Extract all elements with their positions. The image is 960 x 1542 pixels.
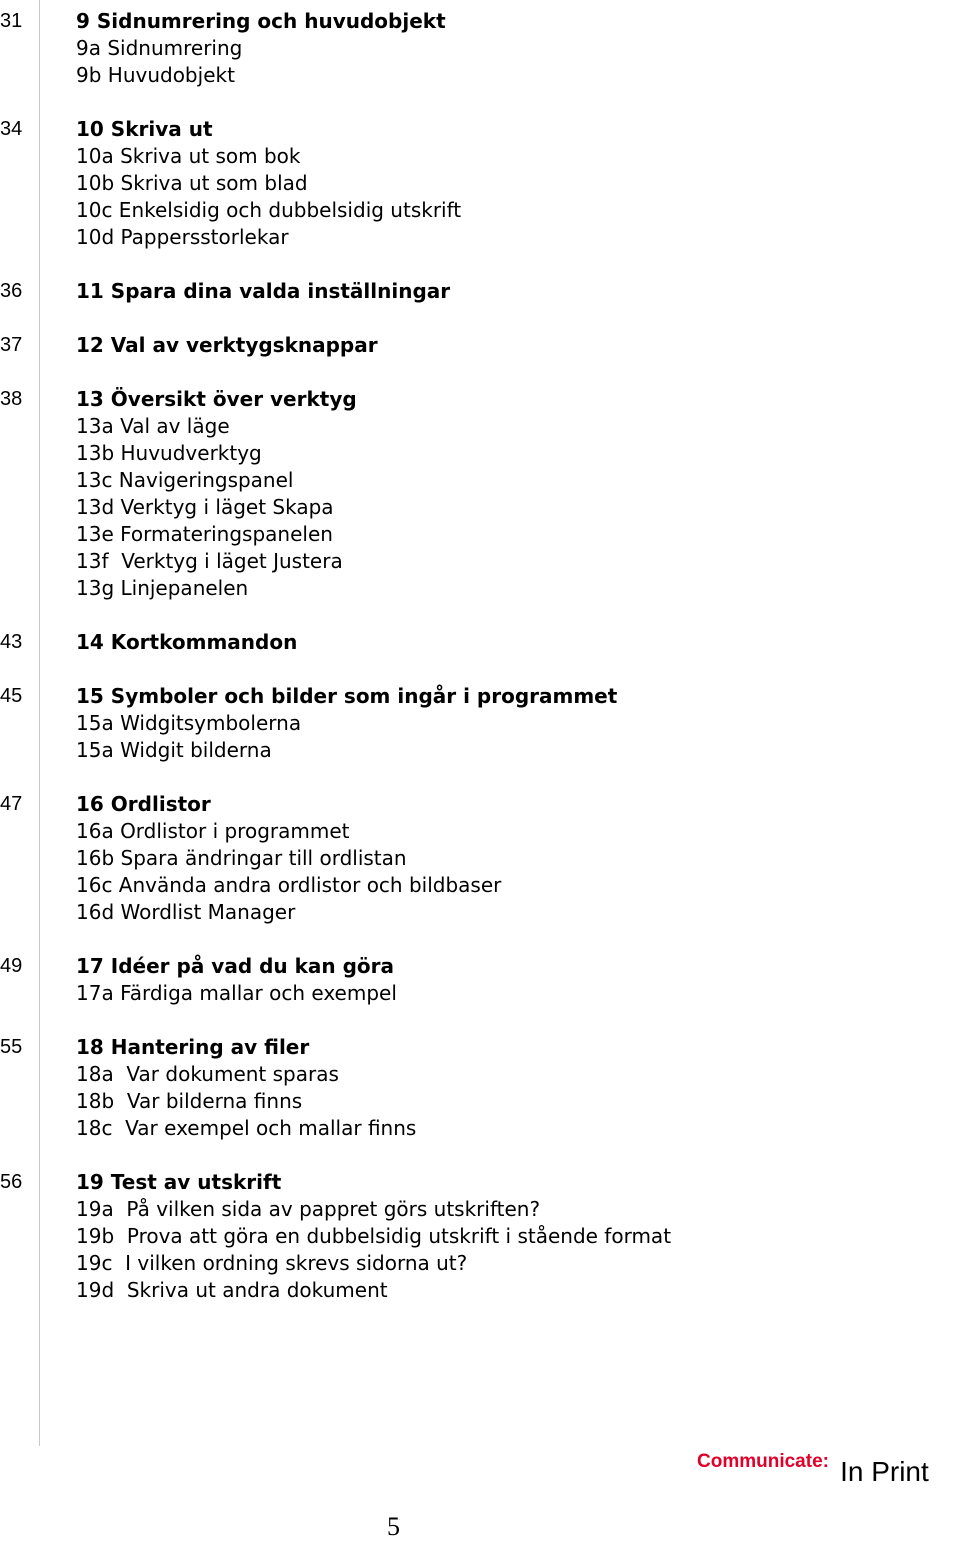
table-of-contents — [0, 8, 960, 1331]
toc-subentry: 18a Var dokument sparas — [76, 1062, 339, 1086]
toc-entries — [76, 683, 960, 764]
toc-subentry: 13e Formateringspanelen — [76, 522, 333, 546]
toc-section — [0, 116, 960, 251]
toc-subentry: 16a Ordlistor i programmet — [76, 819, 350, 843]
toc-section — [0, 332, 960, 359]
toc-page-number: 37 — [0, 334, 23, 356]
toc-subentry: 9a Sidnumrering — [76, 36, 243, 60]
toc-subentry: 13g Linjepanelen — [76, 576, 249, 600]
toc-subentry: 15a Widgitsymbolerna — [76, 711, 302, 735]
toc-chapter-heading: 12 Val av verktygsknappar — [76, 333, 378, 357]
toc-chapter-heading: 11 Spara dina valda inställningar — [76, 279, 451, 303]
toc-entries — [76, 791, 960, 926]
toc-entries — [76, 386, 960, 602]
toc-subentry: 18b Var bilderna finns — [76, 1089, 303, 1113]
toc-subentry: 10d Pappersstorlekar — [76, 225, 289, 249]
toc-section — [0, 278, 960, 305]
toc-subentry: 19d Skriva ut andra dokument — [76, 1278, 388, 1302]
toc-subentry: 10a Skriva ut som bok — [76, 144, 301, 168]
toc-section — [0, 1169, 960, 1304]
toc-subentry: 9b Huvudobjekt — [76, 63, 235, 87]
toc-page-number: 56 — [0, 1171, 23, 1193]
toc-section — [0, 386, 960, 602]
toc-entries — [76, 953, 960, 1007]
toc-subentry: 10b Skriva ut som blad — [76, 171, 308, 195]
toc-chapter-heading: 9 Sidnumrering och huvudobjekt — [76, 9, 446, 33]
toc-section — [0, 953, 960, 1007]
toc-section — [0, 683, 960, 764]
toc-entries — [76, 278, 960, 305]
toc-chapter-heading: 15 Symboler och bilder som ingår i programmet — [76, 684, 618, 708]
toc-subentry: 19b Prova att göra en dubbelsidig utskrift i stående format — [76, 1224, 672, 1248]
toc-chapter-heading: 14 Kortkommandon — [76, 630, 298, 654]
toc-subentry: 13d Verktyg i läget Skapa — [76, 495, 334, 519]
toc-subentry: 13f Verktyg i läget Justera — [76, 549, 343, 573]
toc-page-number: 34 — [0, 118, 23, 140]
toc-page-number: 31 — [0, 10, 23, 32]
toc-chapter-heading: 13 Översikt över verktyg — [76, 387, 357, 411]
brand-subtitle: In Print — [840, 1456, 929, 1487]
toc-subentry: 16d Wordlist Manager — [76, 900, 296, 924]
toc-subentry: 13c Navigeringspanel — [76, 468, 294, 492]
toc-page-number: 43 — [0, 631, 23, 653]
toc-subentry: 18c Var exempel och mallar finns — [76, 1116, 417, 1140]
brand-logo — [697, 1448, 929, 1487]
toc-subentry: 15a Widgit bilderna — [76, 738, 272, 762]
toc-subentry: 17a Färdiga mallar och exempel — [76, 981, 397, 1005]
toc-section — [0, 1034, 960, 1142]
toc-chapter-heading: 19 Test av utskrift — [76, 1170, 282, 1194]
toc-chapter-heading: 17 Idéer på vad du kan göra — [76, 954, 395, 978]
page-number: 5 — [387, 1512, 400, 1541]
toc-subentry: 16c Använda andra ordlistor och bildbaser — [76, 873, 502, 897]
toc-subentry: 13b Huvudverktyg — [76, 441, 262, 465]
toc-section — [0, 629, 960, 656]
toc-subentry: 19a På vilken sida av pappret görs utskriften? — [76, 1197, 541, 1221]
toc-page-number: 49 — [0, 955, 23, 977]
toc-page-number: 38 — [0, 388, 23, 410]
toc-entries — [76, 629, 960, 656]
toc-page-number: 36 — [0, 280, 23, 302]
toc-entries — [76, 116, 960, 251]
toc-page-number: 55 — [0, 1036, 23, 1058]
toc-chapter-heading: 10 Skriva ut — [76, 117, 213, 141]
toc-chapter-heading: 18 Hantering av filer — [76, 1035, 310, 1059]
toc-subentry: 19c I vilken ordning skrevs sidorna ut? — [76, 1251, 468, 1275]
toc-entries — [76, 1169, 960, 1304]
toc-entries — [76, 332, 960, 359]
toc-entries — [76, 8, 960, 89]
toc-entries — [76, 1034, 960, 1142]
toc-chapter-heading: 16 Ordlistor — [76, 792, 211, 816]
toc-page-number: 47 — [0, 793, 23, 815]
toc-subentry: 16b Spara ändringar till ordlistan — [76, 846, 407, 870]
toc-subentry: 10c Enkelsidig och dubbelsidig utskrift — [76, 198, 462, 222]
toc-section — [0, 8, 960, 89]
toc-section — [0, 791, 960, 926]
toc-page-number: 45 — [0, 685, 23, 707]
brand-name: Communicate: — [697, 1451, 829, 1472]
toc-subentry: 13a Val av läge — [76, 414, 230, 438]
